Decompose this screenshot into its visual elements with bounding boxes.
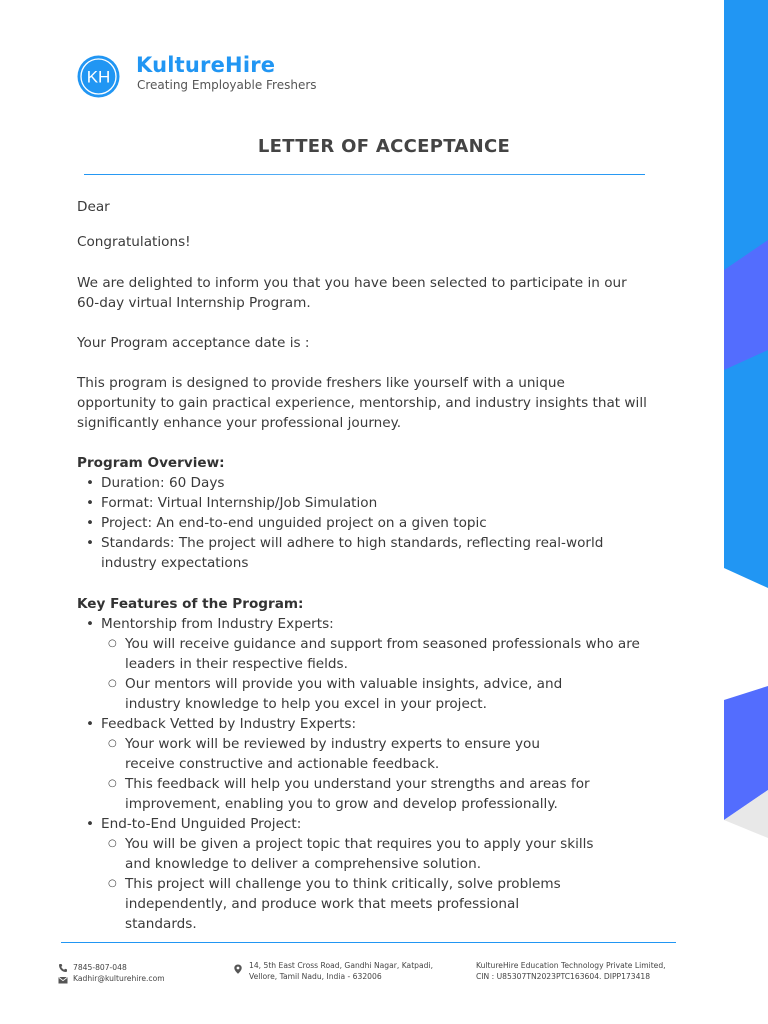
features-heading: Key Features of the Program: <box>77 596 304 612</box>
title-divider <box>84 174 645 175</box>
footer-phone: 7845-807-048 <box>73 963 127 972</box>
feature-item <box>77 714 647 814</box>
kulturehire-logo <box>77 55 120 98</box>
feature-item <box>77 814 647 934</box>
phone-icon <box>58 963 68 973</box>
overview-item: • Format: Virtual Internship/Job Simulation <box>77 493 647 513</box>
footer-divider <box>61 942 676 943</box>
footer-company <box>476 960 666 982</box>
feature-points <box>101 634 647 714</box>
company-cin-line: CIN : U85307TN2023PTC163604. DIPP173418 <box>476 972 651 981</box>
feature-label: Mentorship from Industry Experts: <box>101 616 334 632</box>
brand-name: KultureHire <box>136 53 276 77</box>
address-line-1: 14, 5th East Cross Road, Gandhi Nagar, Katpadi, <box>249 961 433 970</box>
footer-address <box>249 960 433 982</box>
feature-points <box>101 734 647 814</box>
feature-point: ○ You will be given a project topic that requires you to apply your skills and knowledge to deliver a comprehensive solution. <box>101 834 611 874</box>
salutation: Dear <box>77 199 110 215</box>
overview-item: • Standards: The project will adhere to high standards, reflecting real-world industry expectations <box>77 533 617 573</box>
feature-points <box>101 834 647 934</box>
logo-monogram: KH <box>86 67 111 87</box>
feature-point: ○ This project will challenge you to think critically, solve problems independently, and produce work that meets professional standards. <box>101 874 591 934</box>
features-list <box>77 614 647 934</box>
feature-point: ○ Your work will be reviewed by industry experts to ensure you receive constructive and actionable feedback. <box>101 734 591 774</box>
feature-label: Feedback Vetted by Industry Experts: <box>101 716 357 732</box>
feature-label: End-to-End Unguided Project: <box>101 816 302 832</box>
brand-tagline: Creating Employable Freshers <box>137 78 317 92</box>
mail-icon <box>58 975 68 985</box>
company-name-line: KultureHire Education Technology Private Limited, <box>476 961 666 970</box>
feature-point: ○ You will receive guidance and support from seasoned professionals who are leaders in their respective fields. <box>101 634 647 674</box>
location-pin-icon <box>233 964 243 974</box>
intro-paragraph: We are delighted to inform you that you have been selected to participate in our 60-day virtual Internship Program. <box>77 275 627 311</box>
overview-heading: Program Overview: <box>77 455 225 471</box>
overview-item: • Project: An end-to-end unguided project on a given topic <box>77 513 647 533</box>
feature-point: ○ Our mentors will provide you with valuable insights, advice, and industry knowledge to help you excel in your project. <box>101 674 611 714</box>
congratulations-text: Congratulations! <box>77 234 191 250</box>
footer-email[interactable]: Kadhir@kulturehire.com <box>73 974 165 983</box>
letter-title: LETTER OF ACCEPTANCE <box>257 136 511 157</box>
feature-point: ○ This feedback will help you understand your strengths and areas for improvement, enabling you to grow and develop professionally. <box>101 774 591 814</box>
feature-item <box>77 614 647 714</box>
address-line-2: Vellore, Tamil Nadu, India - 632006 <box>249 972 382 981</box>
acceptance-date-line: Your Program acceptance date is : <box>77 335 310 351</box>
overview-list <box>77 473 647 573</box>
overview-item: • Duration: 60 Days <box>77 473 647 493</box>
program-description: This program is designed to provide freshers like yourself with a unique opportunity to gain practical experience, mentorship, and industry insights that will significantly enhance your professional journey. <box>77 375 647 431</box>
